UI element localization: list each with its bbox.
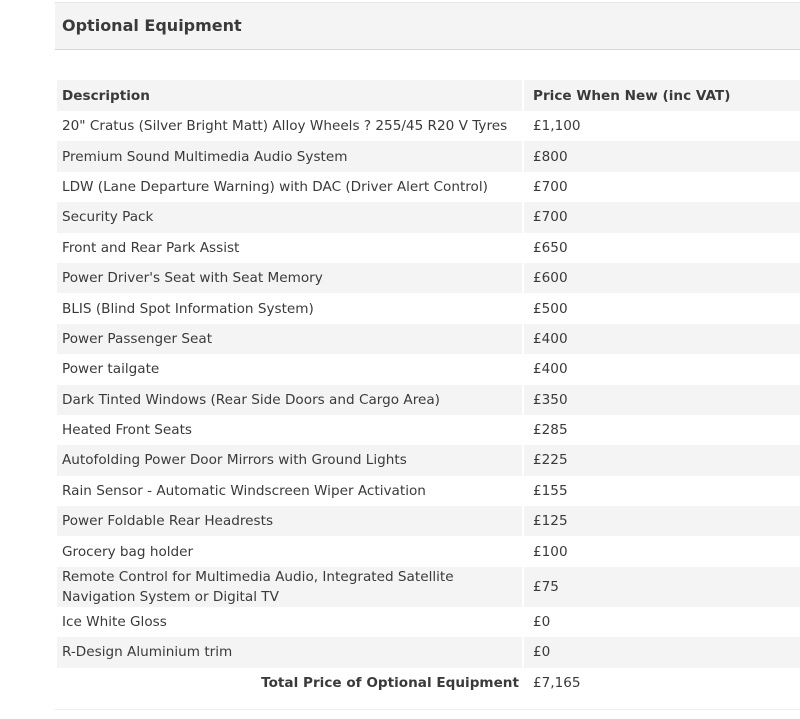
row-description: 20" Cratus (Silver Bright Matt) Alloy Wheels ? 255/45 R20 V Tyres [57,111,524,141]
table-row [57,354,800,384]
row-description: Remote Control for Multimedia Audio, Integrated Satellite Navigation System or Digital TV [57,567,524,607]
row-description: Premium Sound Multimedia Audio System [57,141,524,171]
table-header-row [57,80,800,111]
row-price: £0 [524,637,800,667]
row-price: £350 [524,385,800,415]
row-price: £700 [524,202,800,232]
row-description: Heated Front Seats [57,415,524,445]
row-description: Autofolding Power Door Mirrors with Ground Lights [57,445,524,475]
table-row [57,506,800,536]
table-row [57,293,800,323]
table-row [57,385,800,415]
table-row [57,637,800,667]
column-header-price: Price When New (inc VAT) [524,80,800,111]
table-row [57,233,800,263]
row-price: £75 [524,567,800,607]
row-description: LDW (Lane Departure Warning) with DAC (Driver Alert Control) [57,172,524,202]
optional-equipment-table [57,80,800,698]
row-price: £400 [524,324,800,354]
table-row [57,263,800,293]
table-row [57,445,800,475]
row-price: £600 [524,263,800,293]
total-label: Total Price of Optional Equipment [57,668,524,698]
row-description: Power Foldable Rear Headrests [57,506,524,536]
row-price: £125 [524,506,800,536]
row-price: £650 [533,239,568,256]
row-price: £225 [524,445,800,475]
table-row [57,324,800,354]
total-row [57,668,800,698]
row-description: BLIS (Blind Spot Information System) [57,293,524,323]
table-row [57,172,800,202]
table-row [57,607,800,637]
row-price: £100 [533,543,568,560]
section-title: Optional Equipment [62,16,242,35]
table-row [57,141,800,171]
column-header-description: Description [57,80,524,111]
bottom-divider [55,709,800,710]
row-price: £800 [524,141,800,171]
row-price: £0 [533,614,551,631]
row-description: Rain Sensor - Automatic Windscreen Wiper Activation [57,476,524,506]
row-price: £1,100 [533,118,581,135]
row-description: Power Driver's Seat with Seat Memory [57,263,524,293]
table-row [57,415,800,445]
table-row [57,111,800,141]
table-row [57,536,800,566]
table-body [57,111,800,698]
table-row [57,567,800,607]
table-row [57,202,800,232]
section-header [55,2,800,50]
row-description: Ice White Gloss [57,607,524,637]
row-price: £700 [533,178,568,195]
row-description: Dark Tinted Windows (Rear Side Doors and Cargo Area) [57,385,524,415]
total-value: £7,165 [524,668,800,698]
row-price: £500 [533,300,568,317]
row-description: Power Passenger Seat [57,324,524,354]
row-price: £155 [533,482,568,499]
table-row [57,476,800,506]
row-description: R-Design Aluminium trim [57,637,524,667]
row-description: Grocery bag holder [57,536,524,566]
row-description: Security Pack [57,202,524,232]
row-description: Power tailgate [57,354,524,384]
row-price: £400 [533,361,568,378]
row-price: £285 [533,422,568,439]
row-description: Front and Rear Park Assist [57,233,524,263]
